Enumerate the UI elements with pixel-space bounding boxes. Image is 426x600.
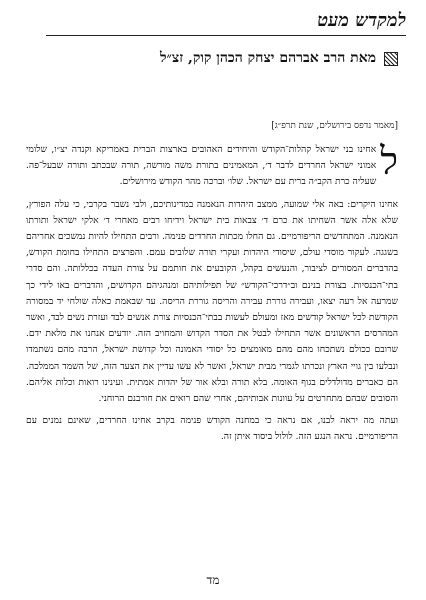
source-note: [מאמר נדפס בירושלים, שנת תרפ״ג] xyxy=(271,121,398,131)
chapter-title xyxy=(38,50,398,67)
paragraph-1 xyxy=(26,139,398,191)
drop-cap: ל xyxy=(380,139,398,183)
paragraph-1-text: אחינו בני ישראל קהלות־הקודש והיחידים האהובים בארצות הברית באמריקא וקנדה יצ״ו, שלומי אמוני ישראל החרדים לדבר ד׳, המאמינים בתורת משה מורשה, תורה שבכתב ותורה שבעל־פה. שעליה כרת הקב״ה ברית עם ישראל. שלו׳ וברכה מהר הקודש מירושלים. xyxy=(26,144,377,188)
page-number: מד xyxy=(206,573,220,587)
running-header xyxy=(46,10,406,36)
paragraph-2: אחינו היקרים: באה אלי שמועה, ממצב היהדות הנאמנה במדינותיכם, ולבי נשבר בקרבי, כי עלה הפורץ, שלא אלה אשר השחיתו את כרם ד׳ צבאות בית ישראל וידיחו רבים מאחרי ד׳ אלקי ישראל ותורתו הנאמנה. המתחדשים הריפורמיים. גם החלו מכתות החרדים פנימה. ורבים התחילו להיות נמשכים אחריהם בשגגה. לעקור מוסדי עולם, שיסודי היהדות ועקרי תורה שלובים עמם. והפרצים התחילו בחומת הקודש, בהדברים המסורים לציבור, והנעשים בקהל, הקובעים את חותמם על צורת העדה בכללותה. והם סדרי בתי־הכנסיות. בצורת בנינם וב״דרכי־הקודש״ של תפילותיהם ומנהגיהם הקדושים, והדברים באו לידי כך שמרעה אל רעה יצאו, ועבירה גוררת עבירה והריסה גוררת הריסה. עד שבאמת כאלה שולחי יד במסורה הקודשת לכל ישראל קודשים מאז ומעולם לעשות בבתי־הכנסיות צורת אנשים לבד ועזרת נשים לבד, ואשר המהרסים הראשונים אשר התחילו לבטל את הסדר הקדוש והמחויב הזה. יודעים אנחנו את מלאת ידם. שרובם ככולם נשתכחו מהם מהם מאומצים כל יסודי האמונה וכל קדושת ישראל, הרבה מהם נשתמדו ונבלעו בין גויי הארץ ונכרתו לגמרי מבית ישראל, ואשר לא עשו עדיין את הצעד הזה, של השמד הממלכה. הם כאברים מדולדלים בגוף האומה. בלא תורה ובלא אור של יהדות אמתית. ועינינו רואות וכלות אליהם. והסובים שבהם מתחרטים על עוונות אבותיהם, אחרי שהם רואים את חורבנם הרוחני. xyxy=(26,198,398,405)
running-header-title: למקדש מעט xyxy=(317,10,406,31)
paragraph-3: ועתה מה יראה לבנו, אם נראה כי במחנה הקודש פנימה בקרב אחינו החרדים, שאינם נמנים עם הריפורמיים. נראה הנגע הזה. לולול ביסוד איתן זה. xyxy=(26,415,398,443)
ornament-icon xyxy=(384,52,398,66)
chapter-title-text: מאת הרב אברהם יצחק הכהן קוק, זצ״ל xyxy=(160,50,376,66)
body-text xyxy=(26,139,398,452)
